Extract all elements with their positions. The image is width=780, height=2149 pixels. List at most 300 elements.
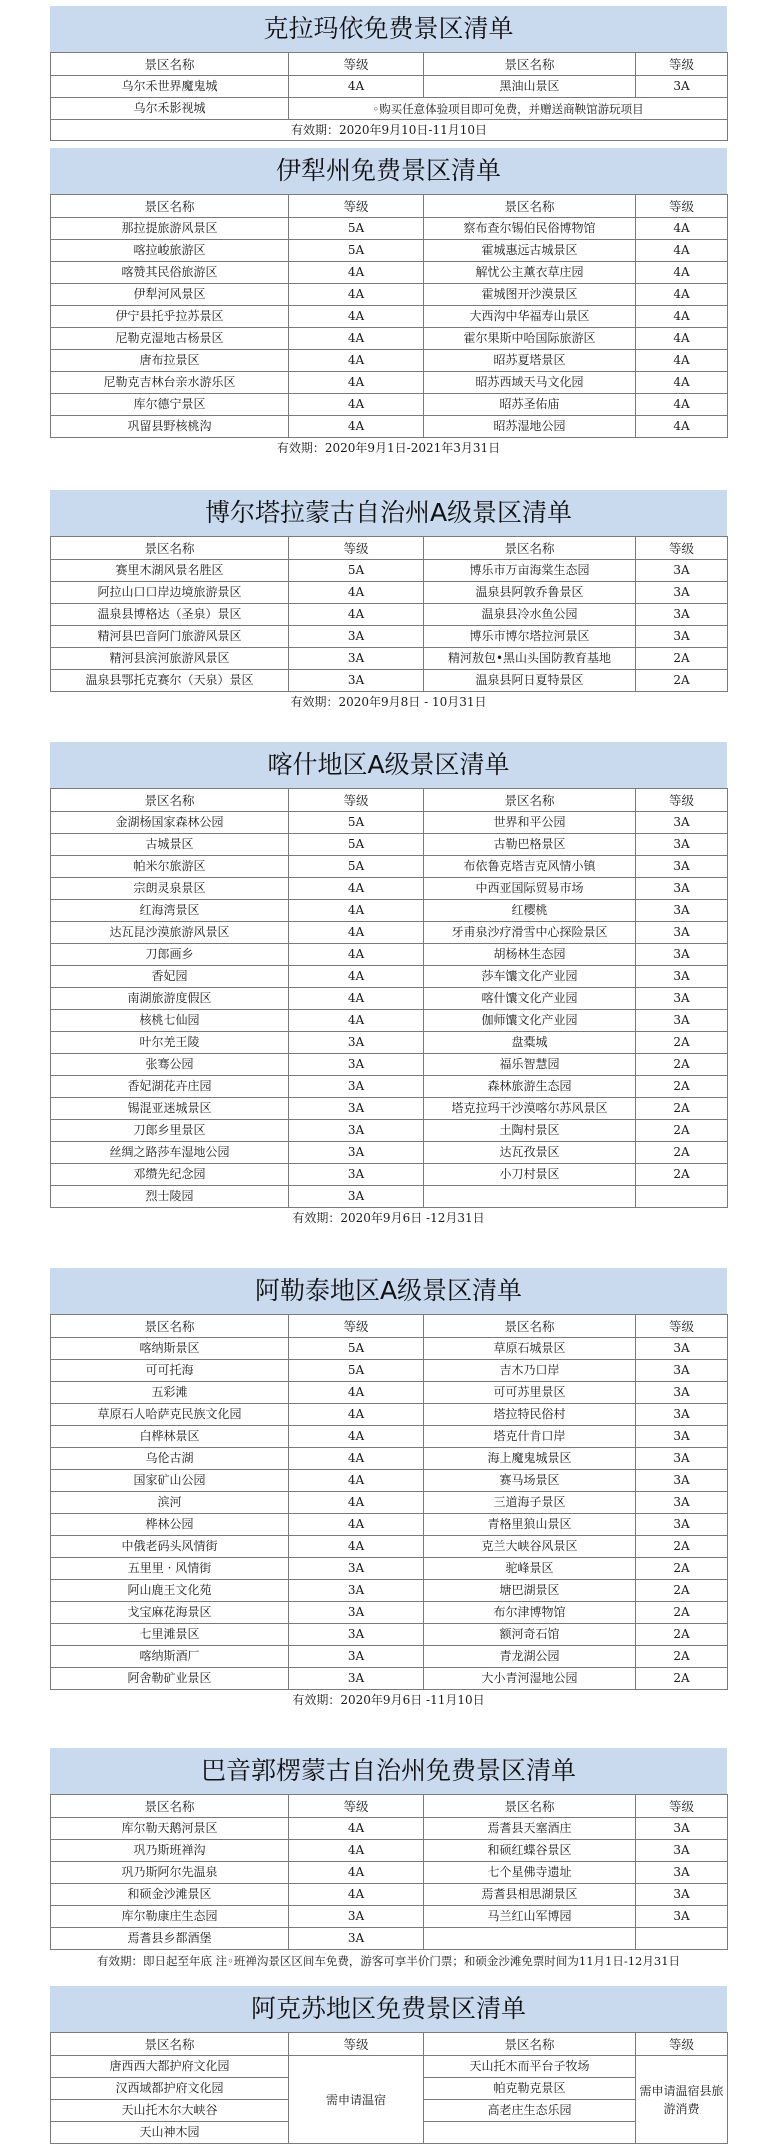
scenic-name: 布尔津博物馆 bbox=[424, 1602, 636, 1624]
scenic-name: 邓缵先纪念园 bbox=[51, 1164, 289, 1186]
validity-text: 有效期：2020年9月1日-2021年3月31日 bbox=[276, 441, 501, 455]
table-row bbox=[51, 372, 728, 394]
scenic-name: 喀拉峻旅游区 bbox=[51, 240, 289, 262]
scenic-name: 喀赞其民俗旅游区 bbox=[51, 262, 289, 284]
scenic-level: 2A bbox=[636, 1142, 728, 1164]
scenic-name: 乌伦古湖 bbox=[51, 1448, 289, 1470]
table-row bbox=[51, 1098, 728, 1120]
table-row bbox=[51, 240, 728, 262]
scenic-name: 香妃园 bbox=[51, 966, 289, 988]
scenic-level: 3A bbox=[636, 944, 728, 966]
scenic-level: 3A bbox=[636, 1862, 728, 1884]
section-title: 阿克苏地区免费景区清单 bbox=[50, 1986, 727, 2032]
table-row bbox=[51, 1536, 728, 1558]
scenic-name: 红海湾景区 bbox=[51, 900, 289, 922]
scenic-level: 2A bbox=[636, 1602, 728, 1624]
scenic-name: 阿拉山口口岸边境旅游景区 bbox=[51, 582, 289, 604]
scenic-name: 焉耆县乡都酒堡 bbox=[51, 1928, 289, 1950]
section-title: 喀什地区A级景区清单 bbox=[50, 742, 727, 788]
scenic-name: 温泉县鄂托克赛尔（天泉）景区 bbox=[51, 670, 289, 692]
table-row bbox=[51, 284, 728, 306]
scenic-level: 4A bbox=[289, 416, 424, 438]
scenic-name: 中西亚国际贸易市场 bbox=[424, 878, 636, 900]
table-row: 天山神木园 bbox=[51, 2122, 728, 2144]
scenic-name: 张骞公园 bbox=[51, 1054, 289, 1076]
scenic-level: 4A bbox=[289, 966, 424, 988]
scenic-name: 昭苏夏塔景区 bbox=[424, 350, 636, 372]
scenic-level: 3A bbox=[636, 1404, 728, 1426]
scenic-name: 赛里木湖风景名胜区 bbox=[51, 560, 289, 582]
scenic-name: 温泉县阿日夏特景区 bbox=[424, 670, 636, 692]
scenic-level: 3A bbox=[636, 878, 728, 900]
scenic-name: 伊宁县托乎拉苏景区 bbox=[51, 306, 289, 328]
scenic-level: 3A bbox=[289, 648, 424, 670]
scenic-name: 巩留县野核桃沟 bbox=[51, 416, 289, 438]
scenic-level: 2A bbox=[636, 1032, 728, 1054]
scenic-name: 五彩滩 bbox=[51, 1382, 289, 1404]
scenic-name: 大小青河湿地公园 bbox=[424, 1668, 636, 1690]
scenic-name: 锡混亚迷城景区 bbox=[51, 1098, 289, 1120]
scenic-level: 5A bbox=[289, 218, 424, 240]
scenic-name: 巩乃斯阿尔先温泉 bbox=[51, 1862, 289, 1884]
scenic-level: 4A bbox=[636, 262, 728, 284]
scenic-name: 胡杨林生态园 bbox=[424, 944, 636, 966]
scenic-table bbox=[50, 52, 728, 141]
scenic-name: 伊犁河风景区 bbox=[51, 284, 289, 306]
scenic-name: 霍城图开沙漠景区 bbox=[424, 284, 636, 306]
table-row bbox=[51, 1076, 728, 1098]
scenic-name: 桦林公园 bbox=[51, 1514, 289, 1536]
scenic-name: 小刀村景区 bbox=[424, 1164, 636, 1186]
scenic-name: 达瓦昆沙漠旅游风景区 bbox=[51, 922, 289, 944]
scenic-level: 3A bbox=[636, 988, 728, 1010]
scenic-level: 3A bbox=[289, 1054, 424, 1076]
section-title: 博尔塔拉蒙古自治州A级景区清单 bbox=[50, 490, 727, 536]
scenic-level: 3A bbox=[289, 1076, 424, 1098]
scenic-level: 3A bbox=[289, 1624, 424, 1646]
scenic-level: 4A bbox=[636, 372, 728, 394]
scenic-name: 七个星佛寺遗址 bbox=[424, 1862, 636, 1884]
table-row bbox=[51, 988, 728, 1010]
scenic-name: 精河县滨河旅游风景区 bbox=[51, 648, 289, 670]
scenic-level: 4A bbox=[636, 328, 728, 350]
table-row bbox=[51, 1624, 728, 1646]
table-row bbox=[51, 218, 728, 240]
scenic-name: 和硕金沙滩景区 bbox=[51, 1884, 289, 1906]
table-row bbox=[51, 1928, 728, 1950]
scenic-name: 霍城惠远古城景区 bbox=[424, 240, 636, 262]
scenic-name: 霍尔果斯中哈国际旅游区 bbox=[424, 328, 636, 350]
scenic-name: 和硕红蝶谷景区 bbox=[424, 1840, 636, 1862]
apply-note: 需申请温宿 bbox=[325, 2092, 386, 2107]
scenic-name: 博乐市博尔塔拉河景区 bbox=[424, 626, 636, 648]
scenic-name: 布依鲁克塔吉克风情小镇 bbox=[424, 856, 636, 878]
scenic-level: 4A bbox=[289, 1884, 424, 1906]
table-row bbox=[51, 262, 728, 284]
table-header: 景区名称 等级 景区名称 等级 bbox=[51, 1795, 728, 1818]
scenic-name: 喀纳斯酒厂 bbox=[51, 1646, 289, 1668]
scenic-name: 海上魔鬼城景区 bbox=[424, 1448, 636, 1470]
scenic-name: 滨河 bbox=[51, 1492, 289, 1514]
scenic-name: 博乐市万亩海棠生态园 bbox=[424, 560, 636, 582]
scenic-name: 尼勒克湿地古杨景区 bbox=[51, 328, 289, 350]
scenic-level: 3A bbox=[636, 1884, 728, 1906]
table-header: 景区名称 等级 景区名称 等级 bbox=[51, 2033, 728, 2056]
table-row bbox=[51, 1404, 728, 1426]
scenic-level: 2A bbox=[636, 1580, 728, 1602]
section-title: 巴音郭楞蒙古自治州免费景区清单 bbox=[50, 1748, 727, 1794]
scenic-table bbox=[50, 194, 728, 438]
scenic-level: 4A bbox=[289, 1470, 424, 1492]
scenic-level: 3A bbox=[636, 1818, 728, 1840]
table-header: 景区名称 等级 景区名称 等级 bbox=[51, 1315, 728, 1338]
table-header: 景区名称 等级 景区名称 等级 bbox=[51, 195, 728, 218]
scenic-name: 察布查尔锡伯民俗博物馆 bbox=[424, 218, 636, 240]
table-row: 天山托木尔大峡谷 高老庄生态乐园 bbox=[51, 2100, 728, 2122]
table-row bbox=[51, 1010, 728, 1032]
scenic-level: 4A bbox=[289, 306, 424, 328]
table-row bbox=[51, 856, 728, 878]
scenic-name: 巩乃斯班禅沟 bbox=[51, 1840, 289, 1862]
table-row bbox=[51, 900, 728, 922]
scenic-level: 4A bbox=[289, 372, 424, 394]
table-row bbox=[51, 306, 728, 328]
scenic-name: 白桦林景区 bbox=[51, 1426, 289, 1448]
scenic-level: 4A bbox=[289, 878, 424, 900]
scenic-level bbox=[636, 1186, 728, 1208]
scenic-name: 驼峰景区 bbox=[424, 1558, 636, 1580]
scenic-level: 3A bbox=[636, 856, 728, 878]
scenic-name: 昭苏湿地公园 bbox=[424, 416, 636, 438]
scenic-name: 焉耆县天塞酒庄 bbox=[424, 1818, 636, 1840]
scenic-name: 叶尔羌王陵 bbox=[51, 1032, 289, 1054]
scenic-name: 草原石城景区 bbox=[424, 1338, 636, 1360]
scenic-level: 4A bbox=[636, 394, 728, 416]
scenic-name: 烈士陵园 bbox=[51, 1186, 289, 1208]
scenic-name: 森林旅游生态园 bbox=[424, 1076, 636, 1098]
scenic-level: 2A bbox=[636, 1098, 728, 1120]
scenic-table bbox=[50, 536, 728, 692]
scenic-level: 3A bbox=[636, 1448, 728, 1470]
scenic-level: 4A bbox=[289, 1536, 424, 1558]
table-row bbox=[51, 1032, 728, 1054]
scenic-level: 3A bbox=[636, 1514, 728, 1536]
table-row bbox=[51, 1906, 728, 1928]
scenic-name: 丝绸之路莎车湿地公园 bbox=[51, 1142, 289, 1164]
scenic-level: 5A bbox=[289, 560, 424, 582]
scenic-name: 五里里 · 风情街 bbox=[51, 1558, 289, 1580]
scenic-name: 莎车馕文化产业园 bbox=[424, 966, 636, 988]
scenic-level: 4A bbox=[289, 582, 424, 604]
table-row bbox=[51, 1382, 728, 1404]
scenic-level: 3A bbox=[636, 812, 728, 834]
table-row: 乌尔禾世界魔鬼城 4A 黑油山景区 3A bbox=[51, 76, 728, 98]
scenic-name: 盘橐城 bbox=[424, 1032, 636, 1054]
scenic-name: 赛马场景区 bbox=[424, 1470, 636, 1492]
scenic-name: 红樱桃 bbox=[424, 900, 636, 922]
table-row: 乌尔禾影视城 ◦购买任意体验项目即可免费，并赠送商鞅馆游玩项目 bbox=[51, 98, 728, 120]
scenic-level: 2A bbox=[636, 1536, 728, 1558]
scenic-level: 2A bbox=[636, 670, 728, 692]
scenic-level: 4A bbox=[289, 328, 424, 350]
scenic-name: 戈宝麻花海景区 bbox=[51, 1602, 289, 1624]
table-row bbox=[51, 1514, 728, 1536]
table-row bbox=[51, 1580, 728, 1602]
section-title: 伊犁州免费景区清单 bbox=[50, 148, 727, 194]
scenic-level: 3A bbox=[289, 1164, 424, 1186]
validity-text: 有效期：2020年9月6日 -11月10日 bbox=[292, 1693, 485, 1707]
section-bortala bbox=[50, 490, 727, 712]
scenic-level: 3A bbox=[636, 1338, 728, 1360]
scenic-level: 5A bbox=[289, 834, 424, 856]
scenic-name: 世界和平公园 bbox=[424, 812, 636, 834]
scenic-level bbox=[636, 1928, 728, 1950]
validity-text: 有效期：即日起至年底 注◦班禅沟景区区间车免费，游客可享半价门票；和硕金沙滩免票时间为11月1日-12月31日 bbox=[96, 1954, 681, 1968]
apply-note-right: 需申请温宿县旅游消费 bbox=[636, 2056, 728, 2144]
scenic-level: 4A bbox=[636, 416, 728, 438]
scenic-level: 3A bbox=[289, 1186, 424, 1208]
scenic-level: 3A bbox=[289, 1142, 424, 1164]
scenic-level: 3A bbox=[636, 1010, 728, 1032]
scenic-level: 3A bbox=[636, 834, 728, 856]
table-row bbox=[51, 1558, 728, 1580]
table-row bbox=[51, 648, 728, 670]
scenic-level: 3A bbox=[289, 1906, 424, 1928]
scenic-level: 4A bbox=[636, 218, 728, 240]
scenic-table bbox=[50, 788, 728, 1208]
scenic-name: 塘巴湖景区 bbox=[424, 1580, 636, 1602]
table-row: 汉西域都护府文化园 帕克勒克景区 bbox=[51, 2078, 728, 2100]
scenic-level: 2A bbox=[636, 1668, 728, 1690]
scenic-level: 5A bbox=[289, 1338, 424, 1360]
scenic-level: 2A bbox=[636, 1076, 728, 1098]
section-aksu bbox=[50, 1986, 727, 2144]
scenic-name: 库尔德宁景区 bbox=[51, 394, 289, 416]
scenic-name: 大西沟中华福寿山景区 bbox=[424, 306, 636, 328]
table-row bbox=[51, 1186, 728, 1208]
scenic-name: 牙甫泉沙疗滑雪中心探险景区 bbox=[424, 922, 636, 944]
scenic-level: 3A bbox=[636, 966, 728, 988]
scenic-name: 焉耆县相思湖景区 bbox=[424, 1884, 636, 1906]
scenic-level: 3A bbox=[289, 1580, 424, 1602]
table-row bbox=[51, 1470, 728, 1492]
scenic-name: 南湖旅游度假区 bbox=[51, 988, 289, 1010]
scenic-name: 昭苏西域天马文化园 bbox=[424, 372, 636, 394]
scenic-level: 3A bbox=[636, 1840, 728, 1862]
scenic-level: 4A bbox=[289, 944, 424, 966]
scenic-name: 阿舍勒矿业景区 bbox=[51, 1668, 289, 1690]
scenic-name bbox=[424, 1928, 636, 1950]
table-row bbox=[51, 834, 728, 856]
table-row bbox=[51, 1426, 728, 1448]
scenic-level: 3A bbox=[636, 604, 728, 626]
scenic-name: 刀郎画乡 bbox=[51, 944, 289, 966]
scenic-name: 库尔勒康庄生态园 bbox=[51, 1906, 289, 1928]
scenic-name: 温泉县冷水鱼公园 bbox=[424, 604, 636, 626]
scenic-name: 三道海子景区 bbox=[424, 1492, 636, 1514]
scenic-level: 3A bbox=[289, 1646, 424, 1668]
scenic-name: 中俄老码头风情街 bbox=[51, 1536, 289, 1558]
scenic-name: 温泉县阿敦乔鲁景区 bbox=[424, 582, 636, 604]
table-row bbox=[51, 1602, 728, 1624]
section-title: 克拉玛依免费景区清单 bbox=[50, 6, 727, 52]
table-row bbox=[51, 604, 728, 626]
scenic-level: 5A bbox=[289, 812, 424, 834]
table-header: 景区名称 等级 景区名称 等级 bbox=[51, 53, 728, 76]
scenic-name: 尼勒克吉林台亲水游乐区 bbox=[51, 372, 289, 394]
scenic-name: 额河奇石馆 bbox=[424, 1624, 636, 1646]
table-row bbox=[51, 560, 728, 582]
table-header: 景区名称 等级 景区名称 等级 bbox=[51, 789, 728, 812]
scenic-level: 3A bbox=[289, 626, 424, 648]
scenic-name: 昭苏圣佑庙 bbox=[424, 394, 636, 416]
scenic-level: 3A bbox=[289, 1928, 424, 1950]
scenic-name: 那拉提旅游风景区 bbox=[51, 218, 289, 240]
table-row bbox=[51, 1142, 728, 1164]
table-header: 景区名称 等级 景区名称 等级 bbox=[51, 537, 728, 560]
scenic-name: 阿山鹿王文化苑 bbox=[51, 1580, 289, 1602]
scenic-level: 2A bbox=[636, 1054, 728, 1076]
scenic-name: 土陶村景区 bbox=[424, 1120, 636, 1142]
scenic-level: 4A bbox=[636, 350, 728, 372]
scenic-level: 4A bbox=[289, 1492, 424, 1514]
scenic-level: 3A bbox=[636, 1426, 728, 1448]
scenic-level: 3A bbox=[636, 1906, 728, 1928]
section-altay bbox=[50, 1268, 727, 1710]
scenic-level: 4A bbox=[636, 306, 728, 328]
scenic-name: 可可托海 bbox=[51, 1360, 289, 1382]
scenic-name: 塔克拉玛干沙漠喀尔苏风景区 bbox=[424, 1098, 636, 1120]
scenic-level: 5A bbox=[289, 240, 424, 262]
scenic-name: 精河县巴音阿门旅游风景区 bbox=[51, 626, 289, 648]
validity-text: 有效期：2020年9月10日-11月10日 bbox=[51, 120, 728, 141]
scenic-name: 伽师馕文化产业园 bbox=[424, 1010, 636, 1032]
scenic-level: 3A bbox=[636, 1470, 728, 1492]
scenic-name: 库尔勒天鹅河景区 bbox=[51, 1818, 289, 1840]
scenic-name: 核桃七仙园 bbox=[51, 1010, 289, 1032]
scenic-table bbox=[50, 1314, 728, 1690]
scenic-level: 2A bbox=[636, 1164, 728, 1186]
table-row bbox=[51, 1120, 728, 1142]
scenic-level: 3A bbox=[289, 1668, 424, 1690]
benefit-note: ◦购买任意体验项目即可免费，并赠送商鞅馆游玩项目 bbox=[289, 98, 728, 120]
scenic-name: 国家矿山公园 bbox=[51, 1470, 289, 1492]
scenic-name: 宗朗灵泉景区 bbox=[51, 878, 289, 900]
table-row bbox=[51, 626, 728, 648]
scenic-name: 克兰大峡谷风景区 bbox=[424, 1536, 636, 1558]
section-bayingolin bbox=[50, 1748, 727, 1972]
scenic-name: 唐布拉景区 bbox=[51, 350, 289, 372]
scenic-level: 2A bbox=[636, 1120, 728, 1142]
scenic-level: 3A bbox=[289, 1098, 424, 1120]
scenic-name: 喀纳斯景区 bbox=[51, 1338, 289, 1360]
scenic-level: 2A bbox=[636, 648, 728, 670]
scenic-level: 3A bbox=[636, 1492, 728, 1514]
table-row bbox=[51, 328, 728, 350]
table-row bbox=[51, 812, 728, 834]
scenic-table bbox=[50, 1794, 728, 1950]
scenic-level: 4A bbox=[636, 284, 728, 306]
scenic-level: 2A bbox=[636, 1558, 728, 1580]
table-row bbox=[51, 350, 728, 372]
table-row bbox=[51, 1646, 728, 1668]
scenic-level: 3A bbox=[289, 1602, 424, 1624]
validity-text: 有效期：2020年9月8日 - 10月31日 bbox=[290, 695, 487, 709]
section-kashgar bbox=[50, 742, 727, 1228]
scenic-level: 4A bbox=[289, 1862, 424, 1884]
scenic-level: 3A bbox=[289, 1558, 424, 1580]
scenic-level: 4A bbox=[289, 1426, 424, 1448]
scenic-level: 4A bbox=[289, 394, 424, 416]
table-row bbox=[51, 1884, 728, 1906]
scenic-level: 4A bbox=[289, 350, 424, 372]
scenic-name: 青格里狼山景区 bbox=[424, 1514, 636, 1536]
scenic-level: 2A bbox=[636, 1624, 728, 1646]
scenic-level: 4A bbox=[289, 900, 424, 922]
scenic-name: 吉木乃口岸 bbox=[424, 1360, 636, 1382]
scenic-level: 4A bbox=[289, 262, 424, 284]
scenic-name: 达瓦孜景区 bbox=[424, 1142, 636, 1164]
scenic-name: 塔克什肯口岸 bbox=[424, 1426, 636, 1448]
scenic-name: 喀什馕文化产业园 bbox=[424, 988, 636, 1010]
table-row bbox=[51, 1054, 728, 1076]
table-row bbox=[51, 582, 728, 604]
scenic-level: 2A bbox=[636, 1646, 728, 1668]
scenic-name: 温泉县博格达（圣泉）景区 bbox=[51, 604, 289, 626]
scenic-name: 香妃湖花卉庄园 bbox=[51, 1076, 289, 1098]
scenic-level: 4A bbox=[289, 1382, 424, 1404]
scenic-level: 3A bbox=[636, 1382, 728, 1404]
scenic-name: 可可苏里景区 bbox=[424, 1382, 636, 1404]
table-row: 唐西西大都护府文化园 需申请温宿 天山托木而平台子牧场 需申请温宿县旅游消费 bbox=[51, 2056, 728, 2078]
table-row bbox=[51, 1338, 728, 1360]
scenic-name: 精河敖包•黑山头国防教育基地 bbox=[424, 648, 636, 670]
scenic-level: 4A bbox=[289, 922, 424, 944]
scenic-level: 3A bbox=[636, 1360, 728, 1382]
table-row bbox=[51, 1862, 728, 1884]
scenic-level: 4A bbox=[636, 240, 728, 262]
scenic-level: 3A bbox=[289, 1032, 424, 1054]
section-karamay bbox=[50, 6, 727, 141]
scenic-name: 刀郎乡里景区 bbox=[51, 1120, 289, 1142]
scenic-name: 马兰红山军博园 bbox=[424, 1906, 636, 1928]
table-row bbox=[51, 1164, 728, 1186]
section-ili bbox=[50, 148, 727, 458]
scenic-name: 七里滩景区 bbox=[51, 1624, 289, 1646]
scenic-level: 3A bbox=[289, 1120, 424, 1142]
scenic-name bbox=[424, 1186, 636, 1208]
table-row bbox=[51, 922, 728, 944]
scenic-level: 4A bbox=[289, 1010, 424, 1032]
scenic-name: 金湖杨国家森林公园 bbox=[51, 812, 289, 834]
scenic-level: 5A bbox=[289, 1360, 424, 1382]
table-row bbox=[51, 394, 728, 416]
scenic-name: 古城景区 bbox=[51, 834, 289, 856]
validity-text: 有效期：2020年9月6日 -12月31日 bbox=[292, 1211, 485, 1225]
scenic-name: 帕米尔旅游区 bbox=[51, 856, 289, 878]
section-title: 阿勒泰地区A级景区清单 bbox=[50, 1268, 727, 1314]
scenic-level: 3A bbox=[636, 582, 728, 604]
scenic-level: 3A bbox=[636, 560, 728, 582]
scenic-level: 3A bbox=[636, 900, 728, 922]
scenic-level: 5A bbox=[289, 856, 424, 878]
scenic-name: 塔拉特民俗村 bbox=[424, 1404, 636, 1426]
table-row bbox=[51, 1840, 728, 1862]
scenic-level: 4A bbox=[289, 604, 424, 626]
scenic-level: 3A bbox=[636, 922, 728, 944]
scenic-name: 青龙湖公园 bbox=[424, 1646, 636, 1668]
scenic-name: 解忧公主薰衣草庄园 bbox=[424, 262, 636, 284]
